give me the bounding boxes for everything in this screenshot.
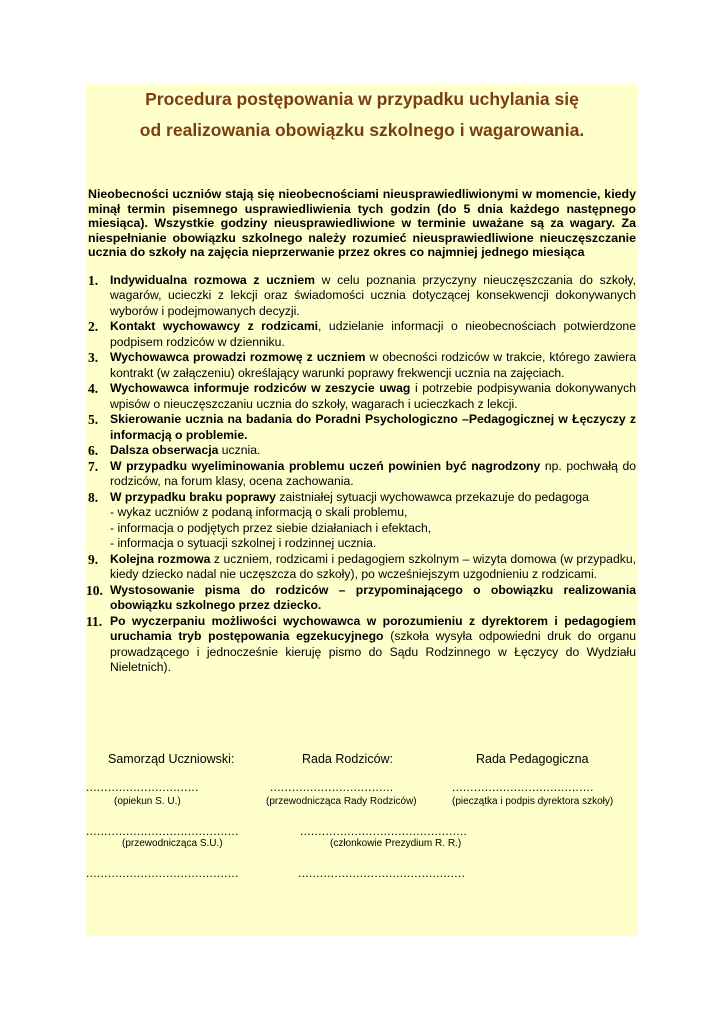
procedure-step bbox=[88, 614, 636, 676]
step-heading: Po wyczerpaniu możliwości wychowawca w porozumieniu z dyrektorem i pedagogiem uruchamia tryb postępowania egzekucyjnego bbox=[110, 613, 636, 644]
procedure-step bbox=[88, 273, 636, 320]
step-text: w obecności rodziców w trakcie, którego zawiera kontrakt (w załączeniu) określający warunki poprawy frekwencji ucznia na zajęciach. bbox=[110, 350, 637, 380]
procedure-step bbox=[88, 490, 636, 552]
step-heading: Wychowawca informuje rodziców w zeszycie uwag bbox=[110, 381, 411, 396]
procedure-step bbox=[88, 552, 636, 583]
step-heading: Wystosowanie pisma do rodziców – przypominającego o obowiązku realizowania obowiązku szkolnego przez dziecko. bbox=[110, 582, 636, 613]
document-title bbox=[88, 84, 636, 146]
step-text: (szkoła wysyła odpowiedni druk do organu prowadzącego i jednocześnie kieruję pismo do Sądu Rodzinnego w Łęczycy do Wydziału Nieletnich). bbox=[110, 629, 636, 675]
signature-caption: (pieczątka i podpis dyrektora szkoły) bbox=[452, 796, 614, 807]
step-number: 1. bbox=[88, 272, 99, 288]
step-heading: Dalsza obserwacja bbox=[110, 443, 219, 458]
signature-caption: (członkowie Prezydium R. R.) bbox=[330, 838, 462, 849]
step-text: , udzielanie informacji o nieobecnościach potwierdzone podpisem rodziców w dzienniku. bbox=[110, 319, 636, 349]
step-text: ucznia. bbox=[218, 443, 261, 458]
step-number: 10. bbox=[86, 582, 103, 598]
document-page bbox=[86, 84, 638, 936]
step-number: 6. bbox=[88, 443, 99, 459]
signature-line: .......................................... bbox=[86, 866, 239, 880]
step-number: 11. bbox=[86, 613, 103, 629]
signature-line: ............................... bbox=[86, 780, 199, 794]
step-text: i potrzebie podpisywania dokonywanych wpisów o nieuczęszczaniu ucznia do szkoły, wagarach i ucieczkach z lekcji. bbox=[110, 381, 636, 411]
step-sub-item: - informacja o podjętych przez siebie działaniach i efektach, bbox=[110, 520, 432, 535]
signature-line: .......................................... bbox=[86, 824, 239, 838]
title-line-1: Procedura postępowania w przypadku uchylania się bbox=[145, 89, 579, 109]
signature-line: .............................................. bbox=[298, 866, 466, 880]
signature-line: .............................................. bbox=[300, 824, 468, 838]
procedure-step bbox=[88, 350, 636, 381]
step-heading: Kolejna rozmowa bbox=[110, 551, 211, 566]
procedure-step bbox=[88, 381, 636, 412]
step-heading: W przypadku wyeliminowania problemu uczeń powinien być nagrodzony bbox=[110, 458, 541, 473]
step-number: 7. bbox=[88, 458, 99, 474]
step-heading: Skierowanie ucznia na badania do Poradni Psychologiczno –Pedagogicznej w Łęczyczy z informacją o problemie. bbox=[110, 412, 636, 442]
step-number: 5. bbox=[88, 412, 99, 428]
step-text: np. pochwałą do rodziców, na forum klasy, ocena zachowania. bbox=[110, 458, 637, 489]
student-council-label: Samorząd Uczniowski: bbox=[108, 752, 235, 766]
step-sub-item: - informacja o sytuacji szkolnej i rodzinnej ucznia. bbox=[110, 536, 377, 551]
step-heading: Indywidualna rozmowa z uczniem bbox=[110, 272, 315, 287]
step-text: zaistniałej sytuacji wychowawca przekazuje do pedagoga bbox=[275, 489, 589, 504]
intro-paragraph: Nieobecności uczniów stają się nieobecnościami nieusprawiedliwionymi w momencie, kiedy minął termin pisemnego usprawiedliwienia tych godzin (do 5 dnia każdego następnego miesiąca). Wszystkie godziny nieusprawiedliwione w terminie uważane są za wagary. Za niespełnianie obowiązku szkolnego należy rozumieć nieusprawiedliwione nieuczęszczanie ucznia do szkoły na zajęcia nieprzerwanie przez okres co najmniej jednego miesiąca bbox=[88, 187, 636, 260]
procedure-steps bbox=[88, 273, 636, 676]
procedure-step bbox=[88, 412, 636, 443]
teachers-council-label: Rada Pedagogiczna bbox=[476, 752, 589, 766]
step-number: 2. bbox=[88, 319, 99, 335]
parents-council-label: Rada Rodziców: bbox=[302, 752, 394, 766]
signature-line: .................................. bbox=[270, 780, 394, 794]
signature-caption: (przewodnicząca S.U.) bbox=[122, 838, 223, 849]
procedure-step bbox=[88, 583, 636, 614]
step-number: 8. bbox=[88, 489, 99, 505]
step-number: 3. bbox=[88, 350, 99, 366]
step-number: 9. bbox=[88, 551, 99, 567]
step-heading: Wychowawca prowadzi rozmowę z uczniem bbox=[110, 350, 366, 365]
procedure-step bbox=[88, 459, 636, 490]
signature-line: ....................................... bbox=[452, 780, 594, 794]
signature-caption: (opiekun S. U.) bbox=[114, 796, 181, 807]
step-number: 4. bbox=[88, 381, 99, 397]
step-sub-item: - wykaz uczniów z podaną informacją o skali problemu, bbox=[110, 505, 408, 520]
procedure-step bbox=[88, 319, 636, 350]
procedure-step bbox=[88, 443, 636, 459]
step-text: w celu poznania przyczyny nieuczęszczania do szkoły, wagarów, ucieczki z lekcji oraz świadomości ucznia dotyczącej konsekwencji dokonywanych wyborów i podejmowanych decyzji. bbox=[110, 272, 636, 318]
step-heading: W przypadku braku poprawy bbox=[110, 489, 276, 504]
step-text: z uczniem, rodzicami i pedagogiem szkolnym – wizyta domowa (w przypadku, kiedy dziecko nadal nie uczęszcza do szkoły), po wcześniejszym uzgodnieniu z rodzicami. bbox=[110, 551, 636, 582]
step-heading: Kontakt wychowawcy z rodzicami bbox=[110, 319, 319, 334]
signature-caption: (przewodnicząca Rady Rodziców) bbox=[266, 796, 417, 807]
title-line-2: od realizowania obowiązku szkolnego i wagarowania. bbox=[139, 120, 585, 140]
